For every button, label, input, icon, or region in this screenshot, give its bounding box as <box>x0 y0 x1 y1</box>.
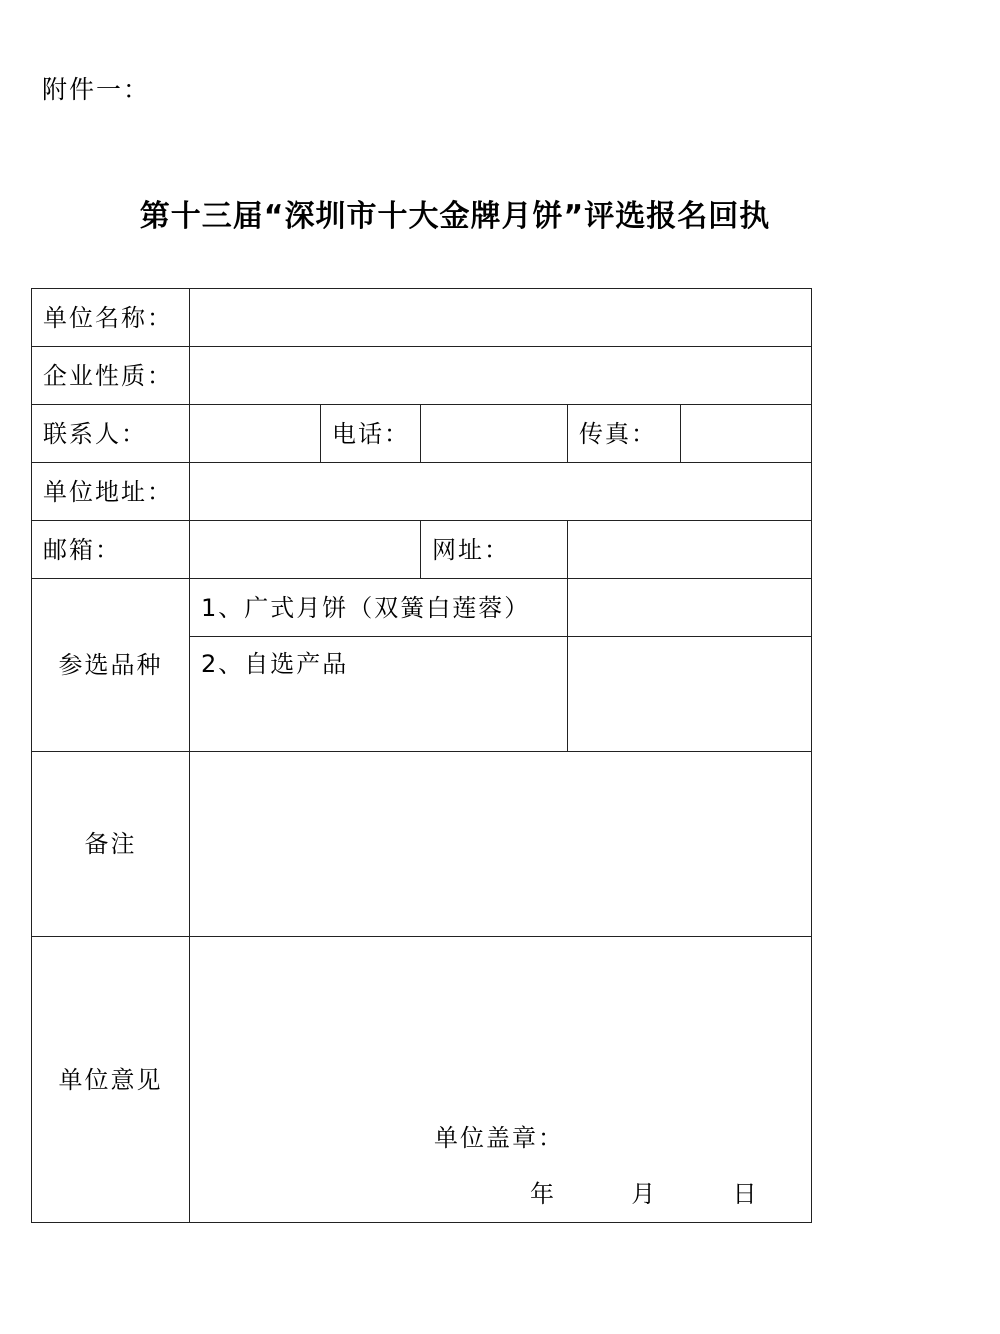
variety-1-label: 1、广式月饼（双簧白莲蓉） <box>190 579 568 637</box>
form-title: 第十三届“深圳市十大金牌月饼”评选报名回执 <box>139 199 771 234</box>
opinion-field[interactable] <box>190 937 812 1223</box>
registration-form-table <box>31 288 812 1223</box>
variety-2-field[interactable] <box>568 637 812 752</box>
opinion-label: 单位意见 <box>32 937 190 1223</box>
contact-label: 联系人： <box>32 405 190 463</box>
fax-field[interactable] <box>681 405 812 463</box>
date-line <box>530 1179 759 1209</box>
website-label: 网址： <box>421 521 568 579</box>
remark-label: 备注 <box>32 752 190 937</box>
row-address <box>32 463 812 521</box>
row-variety-1 <box>32 579 812 637</box>
attachment-label: 附件一： <box>42 75 151 104</box>
date-month: 月 <box>631 1180 658 1208</box>
address-field[interactable] <box>190 463 812 521</box>
unit-name-field[interactable] <box>190 289 812 347</box>
date-year: 年 <box>530 1180 556 1208</box>
variety-2-label: 2、自选产品 <box>190 637 568 752</box>
phone-label: 电话： <box>321 405 421 463</box>
row-enterprise-nature <box>32 347 812 405</box>
fax-label: 传真： <box>568 405 681 463</box>
website-field[interactable] <box>568 521 812 579</box>
nature-label: 企业性质： <box>32 347 190 405</box>
row-contact <box>32 405 812 463</box>
email-field[interactable] <box>190 521 421 579</box>
row-remark <box>32 752 812 937</box>
email-label: 邮箱： <box>32 521 190 579</box>
remark-field[interactable] <box>190 752 812 937</box>
nature-field[interactable] <box>190 347 812 405</box>
unit-name-label: 单位名称： <box>32 289 190 347</box>
address-label: 单位地址： <box>32 463 190 521</box>
row-email <box>32 521 812 579</box>
row-unit-name <box>32 289 812 347</box>
phone-field[interactable] <box>421 405 568 463</box>
contact-field[interactable] <box>190 405 321 463</box>
stamp-label: 单位盖章： <box>434 1124 564 1152</box>
date-day: 日 <box>732 1180 759 1208</box>
variety-label: 参选品种 <box>32 579 190 752</box>
variety-1-field[interactable] <box>568 579 812 637</box>
row-opinion <box>32 937 812 1223</box>
